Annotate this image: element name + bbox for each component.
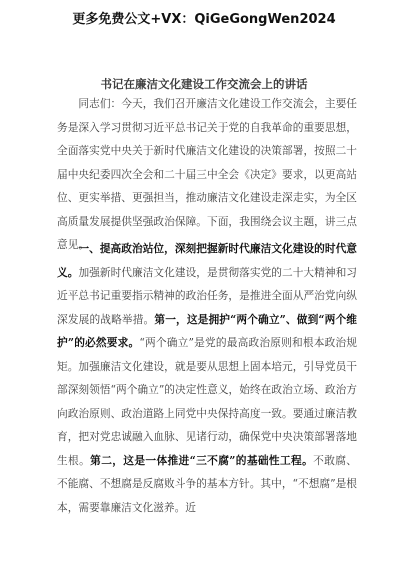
section-one-text-3: 不敢腐、不能腐、不想腐是反腐败斗争的基本方针。其中，“不想腐”是根本，需要靠廉洁文化滋养。近	[57, 453, 357, 514]
section-one-heading: 一、提高政治站位，深刻把握新时代廉洁文化建设的时代意义。	[57, 242, 357, 279]
watermark-banner: 更多免费公文+VX：QiGeGongWen2024	[72, 12, 336, 27]
intro-paragraph: 同志们：今天，我们召开廉洁文化建设工作交流会，主要任务是深入学习贯彻习近平总书记关于党的自我革命的重要思想，全面落实党中央关于新时代廉洁文化建设的决策部署，按照二十届中央纪委四次全会和二十届三中全会《决定》要求，以更高站位、更实举措、更强担当，推动廉洁文化建设走深走实，为全区高质量发展提供坚强政治保障。下面，我围绕会议主题，讲三点意见。	[57, 97, 357, 251]
section-one-text-2: “两个确立”是党的最高政治原则和根本政治规矩。加强廉洁文化建设，就是要从思想上固本培元，引导党员干部深刻领悟“两个确立”的决定性意义，始终在政治立场、政治方向政治原则、政治道路上同党中央保持高度一致。要通过廉洁教育，把对党忠诚融入血脉、见诸行动，确保党中央决策部署落地生根。	[57, 336, 357, 467]
section-one-paragraph	[57, 237, 357, 519]
point-two-heading: 第二，这是一体推进“三不腐”的基础性工程。	[90, 453, 314, 467]
point-one-heading: 第一，这是拥护“两个确立”、做到“两个维护”的必然要求。	[57, 312, 357, 349]
section-one-text-1: 加强新时代廉洁文化建设，是贯彻落实党的二十大精神和习近平总书记重要指示精神的政治任务，是推进全面从严治党向纵深发展的战略举措。	[57, 265, 357, 326]
document-title: 书记在廉洁文化建设工作交流会上的讲话	[100, 77, 308, 91]
